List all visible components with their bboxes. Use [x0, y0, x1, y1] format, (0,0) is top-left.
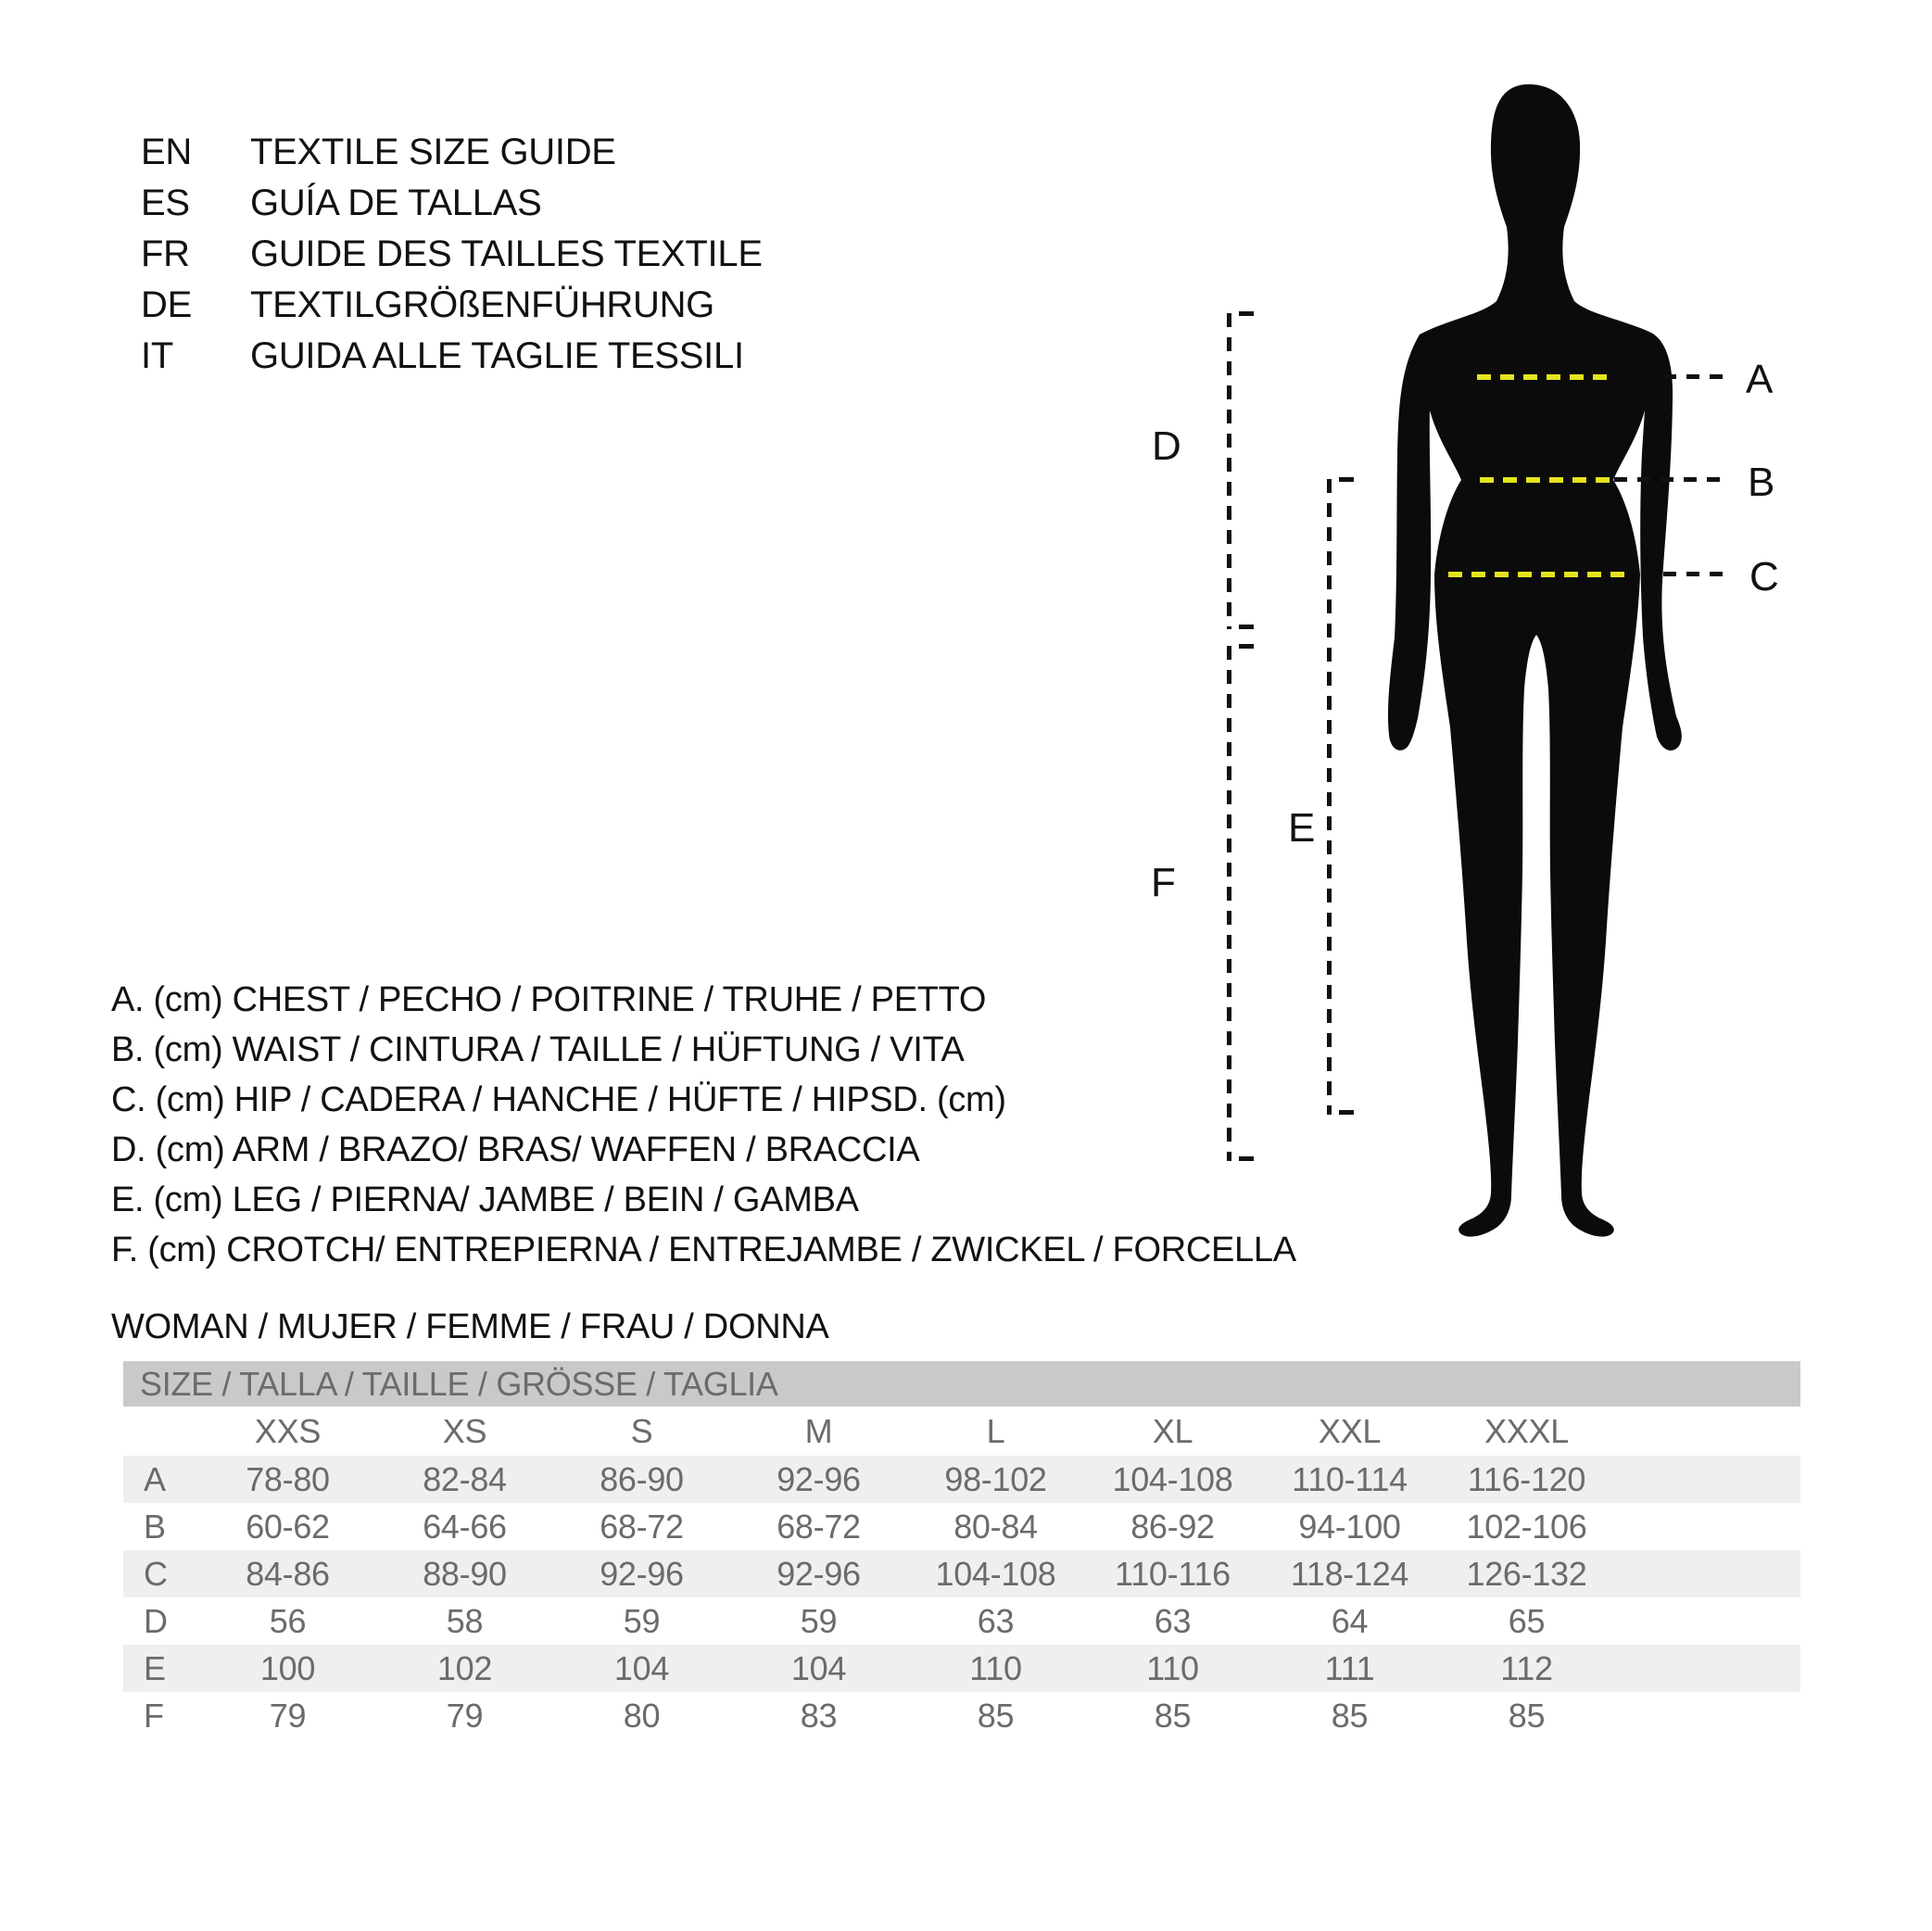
table-cell: 68-72 [777, 1507, 861, 1546]
table-cell: 110-114 [1292, 1459, 1408, 1498]
size-col-header: L [986, 1411, 1005, 1450]
leg-bracket-tick-top [1339, 477, 1354, 482]
table-cell: 60-62 [246, 1507, 330, 1546]
table-cell: 104 [790, 1648, 847, 1687]
table-cell: 126-132 [1466, 1554, 1587, 1593]
table-row-arm [123, 1597, 1800, 1645]
size-col-header: XXS [254, 1411, 322, 1450]
leg-bracket-tick-bottom [1339, 1110, 1354, 1115]
table-cell: 92-96 [777, 1554, 861, 1593]
table-cell: 63 [977, 1601, 1015, 1640]
table-cell: 65 [1508, 1601, 1546, 1640]
guide-title: GUIDA ALLE TAGLIE TESSILI [250, 335, 744, 376]
table-row-waist [123, 1503, 1800, 1550]
table-cell: 98-102 [944, 1459, 1047, 1498]
table-cell: 64 [1331, 1601, 1369, 1640]
table-cell: 64-66 [423, 1507, 507, 1546]
language-code: EN [141, 132, 192, 172]
table-cell: 59 [623, 1601, 661, 1640]
leg-label: E [1288, 805, 1316, 851]
language-row [141, 127, 763, 178]
table-cell: 59 [800, 1601, 838, 1640]
table-cell: 80-84 [953, 1507, 1038, 1546]
language-row [141, 331, 763, 382]
table-cell: 110 [1146, 1648, 1199, 1687]
table-cell: 58 [446, 1601, 484, 1640]
table-cell: 104-108 [1112, 1459, 1233, 1498]
table-cell: 86-92 [1130, 1507, 1215, 1546]
table-cell: 102 [436, 1648, 493, 1687]
table-cell: 118-124 [1290, 1554, 1409, 1593]
table-cell: 83 [800, 1696, 838, 1735]
leg-bracket-line [1327, 479, 1332, 1115]
woman-silhouette-figure [1344, 79, 1733, 1246]
table-cell: 111 [1324, 1648, 1375, 1687]
table-cell: 85 [1331, 1696, 1369, 1735]
hip-label: C [1749, 554, 1779, 599]
language-title-block [141, 127, 763, 382]
table-cell: 84-86 [246, 1554, 330, 1593]
size-col-header: S [630, 1411, 653, 1450]
table-cell: 104-108 [935, 1554, 1056, 1593]
guide-title: TEXTILGRÖßENFÜHRUNG [250, 284, 714, 325]
legend-line-crotch: F. (cm) CROTCH/ ENTREPIERNA / ENTREJAMBE / ZWICKEL / FORCELLA [111, 1230, 1296, 1269]
size-table [123, 1361, 1800, 1739]
table-cell: 92-96 [777, 1459, 861, 1498]
arm-bracket-line [1227, 313, 1231, 629]
legend-line-arm: D. (cm) ARM / BRAZO/ BRAS/ WAFFEN / BRACCIA [111, 1130, 920, 1169]
table-cell: 68-72 [600, 1507, 684, 1546]
row-label: D [144, 1601, 168, 1640]
arm-bracket-tick-bottom [1239, 625, 1254, 629]
arm-label: D [1152, 423, 1181, 469]
table-cell: 78-80 [246, 1459, 330, 1498]
chest-label: A [1746, 357, 1774, 402]
table-cell: 85 [1508, 1696, 1546, 1735]
arm-bracket-tick-top [1239, 311, 1254, 316]
row-label: F [144, 1696, 164, 1735]
row-label: E [144, 1648, 166, 1687]
row-label: A [144, 1459, 166, 1498]
table-cell: 63 [1154, 1601, 1192, 1640]
table-cell: 79 [269, 1696, 307, 1735]
table-cell: 104 [613, 1648, 670, 1687]
table-cell: 82-84 [423, 1459, 507, 1498]
language-code: FR [141, 233, 190, 274]
size-header-row [123, 1407, 1800, 1456]
size-col-header: XXXL [1484, 1411, 1569, 1450]
table-cell: 112 [1500, 1648, 1553, 1687]
table-cell: 110 [969, 1648, 1022, 1687]
guide-title: GUÍA DE TALLAS [250, 183, 542, 223]
legend-line-waist: B. (cm) WAIST / CINTURA / TAILLE / HÜFTUNG / VITA [111, 1029, 965, 1069]
size-col-header: XL [1152, 1411, 1193, 1450]
table-cell: 85 [1154, 1696, 1192, 1735]
row-label: C [144, 1554, 168, 1593]
waist-leader-line [1614, 477, 1724, 482]
size-col-header: XXL [1318, 1411, 1382, 1450]
waist-measure-line [1480, 477, 1610, 483]
table-cell: 94-100 [1298, 1507, 1401, 1546]
language-code: DE [141, 284, 192, 325]
table-cell: 79 [446, 1696, 484, 1735]
table-cell: 100 [259, 1648, 316, 1687]
table-row-chest [123, 1456, 1800, 1503]
row-label: B [144, 1507, 166, 1546]
table-row-hip [123, 1550, 1800, 1597]
legend-line-leg: E. (cm) LEG / PIERNA/ JAMBE / BEIN / GAMBA [111, 1180, 859, 1219]
language-row [141, 229, 763, 280]
hip-measure-line [1448, 572, 1631, 577]
size-table-header-bar: SIZE / TALLA / TAILLE / GRÖSSE / TAGLIA [123, 1361, 1800, 1407]
size-col-header: M [804, 1411, 833, 1450]
crotch-label: F [1151, 860, 1176, 905]
language-row [141, 280, 763, 331]
table-cell: 56 [269, 1601, 307, 1640]
table-cell: 110-116 [1115, 1554, 1231, 1593]
legend-line-hip: C. (cm) HIP / CADERA / HANCHE / HÜFTE / HIPSD. (cm) [111, 1079, 1006, 1119]
size-col-header: XS [442, 1411, 487, 1450]
table-cell: 88-90 [423, 1554, 507, 1593]
crotch-bracket-tick-top [1239, 644, 1254, 649]
table-cell: 116-120 [1467, 1459, 1586, 1498]
table-row-crotch [123, 1692, 1800, 1739]
table-cell: 85 [977, 1696, 1015, 1735]
language-code: IT [141, 335, 173, 376]
language-code: ES [141, 183, 190, 223]
table-cell: 80 [623, 1696, 661, 1735]
guide-title: GUIDE DES TAILLES TEXTILE [250, 233, 763, 274]
legend-line-chest: A. (cm) CHEST / PECHO / POITRINE / TRUHE / PETTO [111, 979, 987, 1019]
language-row [141, 178, 763, 229]
gender-heading: WOMAN / MUJER / FEMME / FRAU / DONNA [111, 1307, 829, 1346]
chest-measure-line [1477, 374, 1616, 380]
chest-leader-line [1663, 374, 1726, 379]
table-cell: 102-106 [1466, 1507, 1587, 1546]
table-cell: 86-90 [600, 1459, 684, 1498]
measurement-legend [111, 975, 1296, 1275]
hip-leader-line [1663, 572, 1724, 576]
table-cell: 92-96 [600, 1554, 684, 1593]
table-row-leg [123, 1645, 1800, 1692]
waist-label: B [1748, 460, 1775, 505]
guide-title: TEXTILE SIZE GUIDE [250, 132, 616, 172]
